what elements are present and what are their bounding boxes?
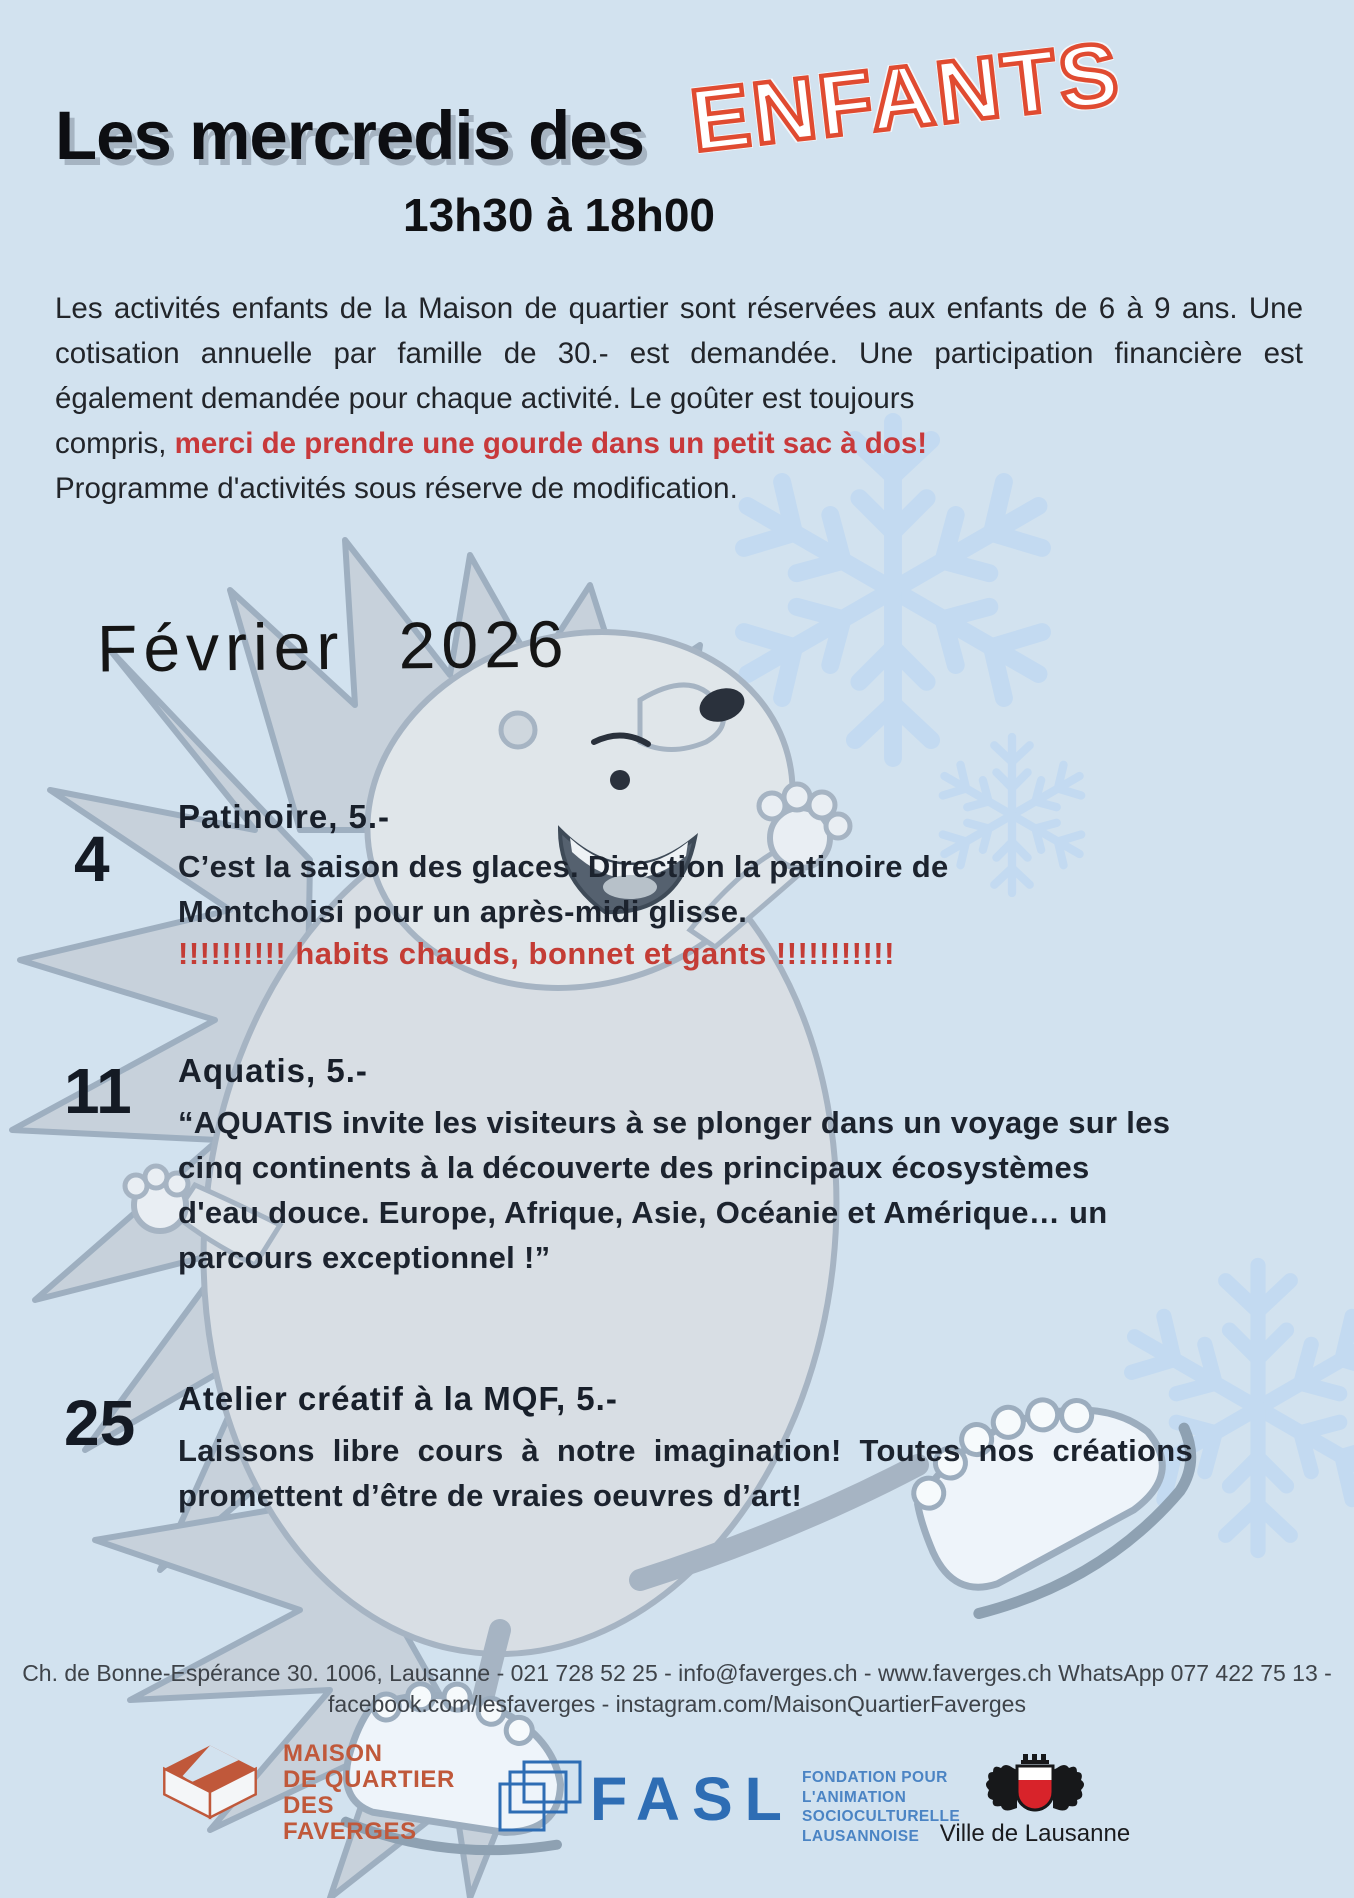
mqf-line: DE QUARTIER — [283, 1766, 455, 1793]
fasl-line: LAUSANNOISE — [802, 1827, 920, 1845]
mqf-line: MAISON — [283, 1740, 383, 1767]
lausanne-logo-label: Ville de Lausanne — [939, 1820, 1131, 1847]
mqf-line: DES — [283, 1792, 335, 1819]
intro-reminder-line — [55, 421, 1303, 466]
fasl-frames-icon — [498, 1760, 584, 1834]
fasl-line: SOCIOCULTURELLE — [802, 1808, 961, 1825]
activity-day-number: 11 — [64, 1055, 132, 1127]
activity-description: Laissons libre cours à notre imagination! Toutes nos créations promettent d’être de vraies oeuvres d’art! — [178, 1433, 1193, 1513]
fasl-line: FONDATION POUR — [802, 1769, 948, 1786]
activity-warning: !!!!!!!!!! habits chauds, bonnet et gants !!!!!!!!!!! — [178, 936, 895, 971]
month-heading: Février 2026 — [96, 606, 570, 686]
mqf-line: FAVERGES — [283, 1818, 417, 1845]
activity-title: Aquatis, 5.- — [178, 1052, 368, 1089]
activity-title: Patinoire, 5.- — [178, 798, 391, 835]
mqf-logo-text — [283, 1741, 455, 1845]
lausanne-coat-of-arms-icon — [983, 1754, 1087, 1816]
fasl-acronym: FASL — [590, 1765, 794, 1833]
activity-description: C’est la saison des glaces. Direction la patinoire de Montchoisi pour un après-midi glisse. — [178, 849, 949, 929]
intro-prefix: compris, — [55, 427, 175, 460]
intro-paragraph: Les activités enfants de la Maison de quartier sont réservées aux enfants de 6 à 9 ans. Une cotisation annuelle par famille de 30.- est demandée. Une participation financière est également demandée pour chaque activité. Le goûter est toujours — [55, 292, 1303, 415]
intro-highlight: merci de prendre une gourde dans un petit sac à dos! — [174, 427, 928, 460]
mqf-house-icon — [146, 1735, 274, 1839]
page-title-highlight: ENFANTS — [685, 22, 1126, 171]
activity-description: “AQUATIS invite les visiteurs à se plonger dans un voyage sur les cinq continents à la découverte des principaux écosystèmes d'eau douce. Europe, Afrique, Asie, Océanie et Amérique… un parcours exceptionnel !” — [178, 1105, 1171, 1275]
fasl-line: L'ANIMATION — [802, 1788, 907, 1806]
activity-title: Atelier créatif à la MQF, 5.- — [178, 1380, 618, 1417]
footer-contact-line1: Ch. de Bonne-Espérance 30. 1006, Lausanne - 021 728 52 25 - info@faverges.ch - www.faverges.ch WhatsApp 077 422 75 13 - — [22, 1660, 1332, 1686]
intro-block — [55, 286, 1303, 511]
page-title: Les mercredis des — [55, 97, 645, 174]
activity-day-number: 25 — [64, 1387, 136, 1459]
activity-day-number: 4 — [74, 823, 110, 895]
footer-contact-line2: facebook.com/lesfaverges - instagram.com/MaisonQuartierFaverges — [328, 1691, 1026, 1717]
time-range: 13h30 à 18h00 — [402, 189, 715, 241]
intro-note: Programme d'activités sous réserve de modification. — [55, 472, 738, 505]
